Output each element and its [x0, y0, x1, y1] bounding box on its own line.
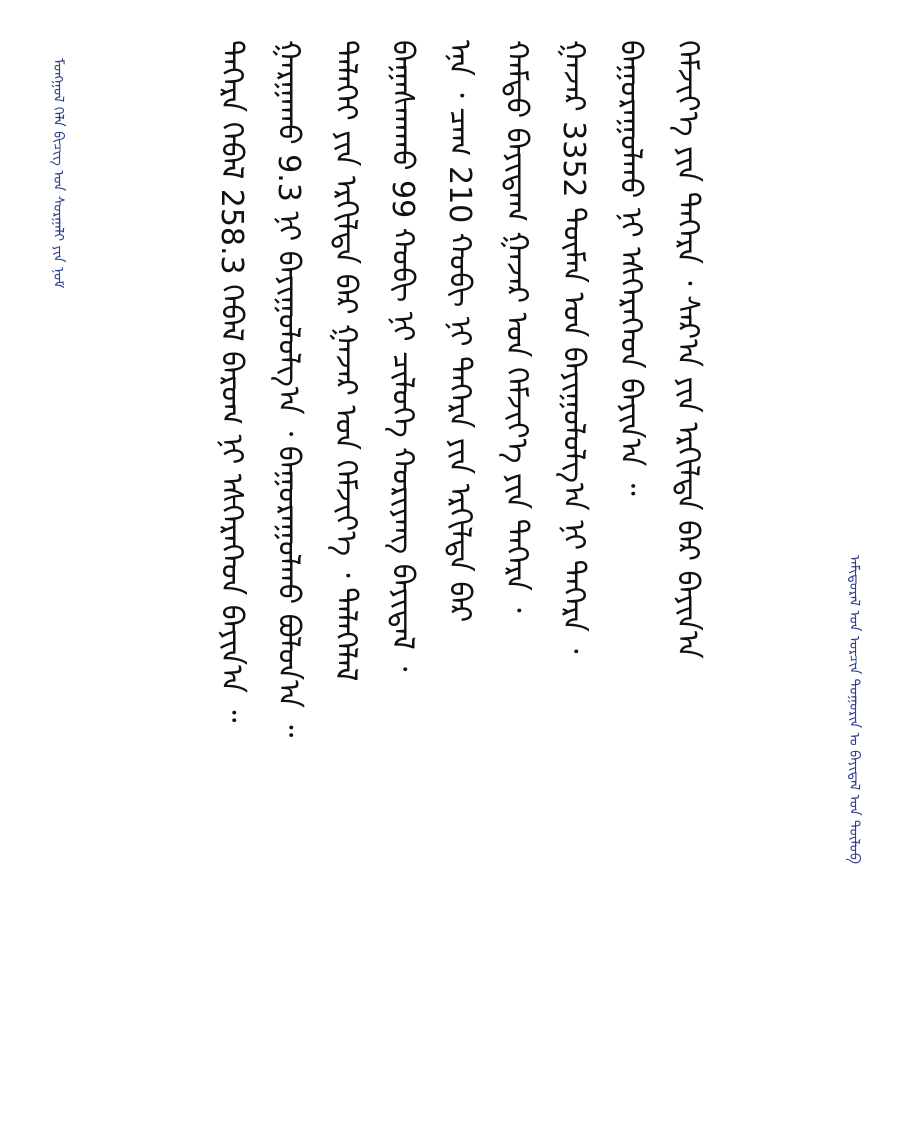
running-header: ᠠᠮᠢᠳᠤᠷᠠᠯ ᠤᠨ ᠣᠷᠴᠢᠨ ᠲᠣᠭᠣᠷᠢᠨ ᠤ ᠪᠠᠶᠢᠳᠠᠯ ᠤᠨ ᠲᠦᠯᠦᠪ	[846, 555, 862, 864]
body-line-6: ᠬᠠᠮᠲᠤ ᠪᠠᠶᠢᠳᠠᠭ ᠭᠠᠵᠠᠷ ᠤᠨ ᠬᠡᠮᠵᠢᠶ᠎ᠡ ᠶᠢᠨ ᠲᠡᠭᠡᠷᠡ ᠂	[499, 40, 534, 613]
running-footer: ᠮᠣᠩᠭᠣᠯ ᠬᠡᠯᠡ ᠪᠢᠴᠢᠭ ᠤᠨ ᠰᠤᠷᠭᠠᠯᠢ ᠶᠢᠨ ᠨᠣᠮ	[50, 58, 66, 289]
body-line-9: ᠬᠡᠮᠵᠢᠶ᠎ᠡ ᠶᠢᠨ ᠲᠡᠭᠡᠷᠡ ᠂ ᠰᠠᠷ᠎ᠠ ᠶᠢᠨ ᠡᠷᠭᠢᠯᠲᠡ ᠪᠡᠷ ᠪᠠᠶᠢᠨ᠎ᠠ	[670, 40, 705, 659]
body-line-1: ᠲᠡᠭᠡᠷᠡ ᠭᠡᠪᠡᠯ 258.3 ᠭᠡᠪᠡᠯ ᠪᠠᠷᠤᠭ ᠨᠢ ᠡᠰᠬᠡᠷᠡᠭᠡᠳ ᠪᠠᠶᠢᠨ᠎ᠠ ᠃	[214, 40, 249, 723]
body-line-7: ᠭᠠᠵᠠᠷ 3352 ᠲᠦᠮᠡᠨ ᠤᠨ ᠪᠠᠶᠢᠭᠤᠯᠤᠯᠭ᠎ᠠ ᠨᠢ ᠲᠡᠭᠡᠷᠡ ᠂	[556, 40, 591, 654]
body-line-3: ᠳᠡᠯᠡᠬᠡᠢ ᠶᠢᠨ ᠡᠷᠭᠢᠯᠲᠡ ᠪᠠᠷ ᠭᠠᠵᠠᠷ ᠤᠨ ᠬᠡᠮᠵᠢᠶ᠎ᠡ ᠂ ᠲᠡᠯᠡᠭᠡᠯᠡᠯ	[328, 40, 363, 682]
body-line-4: ᠪᠠᠭᠠᠰᠬᠠᠬᠤ 99 ᠬᠤᠪᠢ ᠨᠢ ᠴᠢᠯᠦᠭᠡ ᠬᠣᠷᠢᠶᠠᠩ ᠪᠠᠶᠢᠳᠠᠯ ᠂	[385, 40, 420, 672]
body-line-5: ᠡᠨᠡ ᠂ ᠴᠠᠭ 210 ᠬᠤᠪᠢ ᠨᠢ ᠲᠡᠭᠡᠷᠡ ᠶᠢᠨ ᠡᠷᠭᠢᠯᠲᠡ ᠪᠡᠷ	[442, 40, 477, 623]
body-line-2: ᠭᠠᠷᠭᠠᠬᠤ 9.3 ᠨᠢ ᠪᠠᠶᠢᠭᠤᠯᠤᠯᠭ᠎ᠠ ᠂ ᠪᠠᠭᠤᠷᠠᠭᠤᠯᠬᠤ ᠪᠣᠯᠤᠨ᠎ᠠ ᠃	[271, 40, 306, 738]
body-line-8: ᠪᠠᠭᠤᠷᠠᠭᠤᠯᠬᠤ ᠨᠢ ᠡᠰᠬᠡᠷᠡᠭᠡᠳ ᠪᠠᠶᠢᠨ᠎ᠠ ᠃	[613, 40, 648, 496]
body-text	[203, 40, 716, 1100]
